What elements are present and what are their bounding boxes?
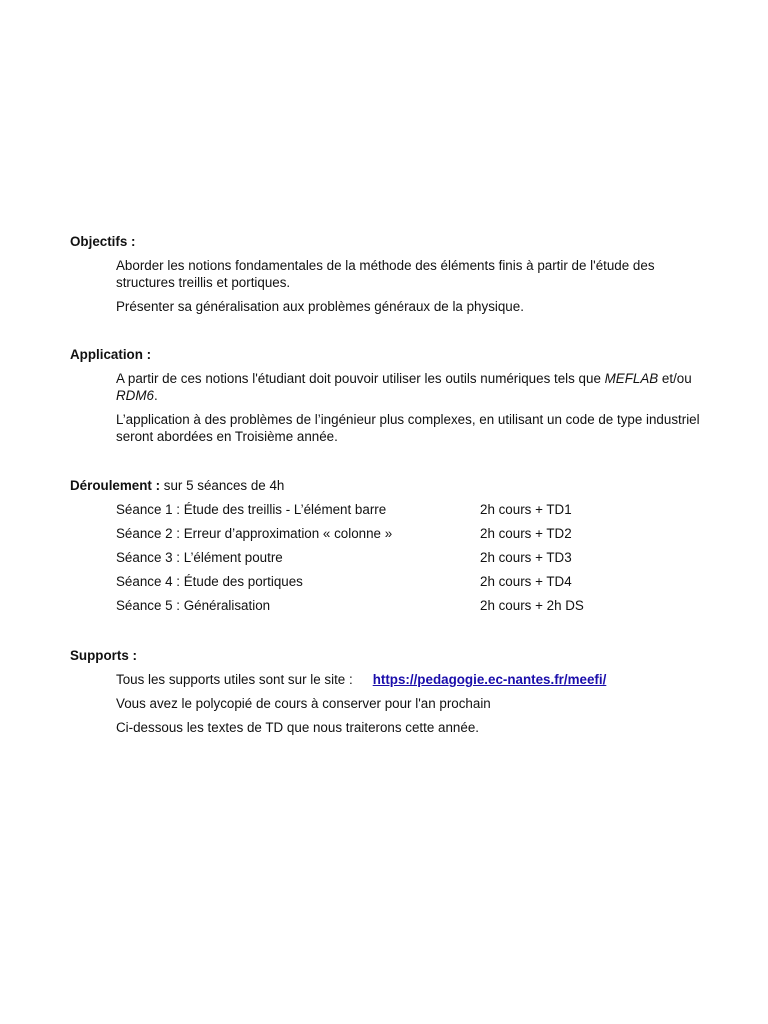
session-hours: 2h cours + 2h DS: [480, 598, 584, 613]
session-label: Séance 4 : Étude des portiques: [116, 574, 303, 589]
session-hours: 2h cours + TD4: [480, 574, 572, 589]
application-p1-before: A partir de ces notions l'étudiant doit pouvoir utiliser les outils numériques tels que: [116, 371, 605, 386]
session-row: [116, 597, 710, 614]
session-row: [116, 573, 710, 590]
supports-line-2: Vous avez le polycopié de cours à conserver pour l'an prochain: [116, 696, 491, 711]
rdm6-tool: RDM6: [116, 388, 154, 403]
deroulement-section: [70, 477, 710, 621]
session-label: Séance 3 : L’élément poutre: [116, 550, 283, 565]
deroulement-subtitle: sur 5 séances de 4h: [163, 478, 285, 493]
session-row: [116, 549, 710, 566]
supports-heading: Supports :: [70, 648, 137, 663]
session-hours: 2h cours + TD3: [480, 550, 572, 565]
session-row: [116, 501, 710, 518]
session-row: [116, 525, 710, 542]
supports-line-1: [116, 671, 710, 688]
session-label: Séance 2 : Erreur d’approximation « colonne »: [116, 526, 393, 541]
application-paragraph-1: [116, 370, 710, 404]
objectifs-paragraph-2: Présenter sa généralisation aux problèmes généraux de la physique.: [116, 299, 524, 314]
supports-line-3: Ci-dessous les textes de TD que nous traiterons cette année.: [116, 720, 479, 735]
meflab-tool: MEFLAB: [604, 371, 659, 386]
deroulement-heading: [70, 477, 710, 494]
supports-site-link[interactable]: https://pedagogie.ec-nantes.fr/meefi/: [372, 672, 607, 687]
session-hours: 2h cours + TD1: [480, 502, 572, 517]
session-label: Séance 5 : Généralisation: [116, 598, 271, 613]
session-label: Séance 1 : Étude des treillis - L’élément barre: [116, 502, 387, 517]
objectifs-heading: Objectifs :: [70, 234, 136, 249]
deroulement-title: Déroulement :: [70, 478, 161, 493]
session-hours: 2h cours + TD2: [480, 526, 572, 541]
supports-site-text: Tous les supports utiles sont sur le site :: [116, 672, 353, 687]
objectifs-section: [70, 233, 710, 322]
supports-section: [70, 647, 710, 743]
application-heading: Application :: [70, 347, 152, 362]
application-section: [70, 346, 710, 452]
objectifs-paragraph-1: Aborder les notions fondamentales de la méthode des éléments finis à partir de l'étude des structures treillis et portiques.: [116, 258, 655, 290]
application-p1-middle: et/ou: [658, 371, 692, 386]
application-paragraph-2: L’application à des problèmes de l’ingénieur plus complexes, en utilisant un code de type industriel seront abordées en Troisième année.: [116, 412, 700, 444]
application-p1-end: .: [153, 388, 158, 403]
